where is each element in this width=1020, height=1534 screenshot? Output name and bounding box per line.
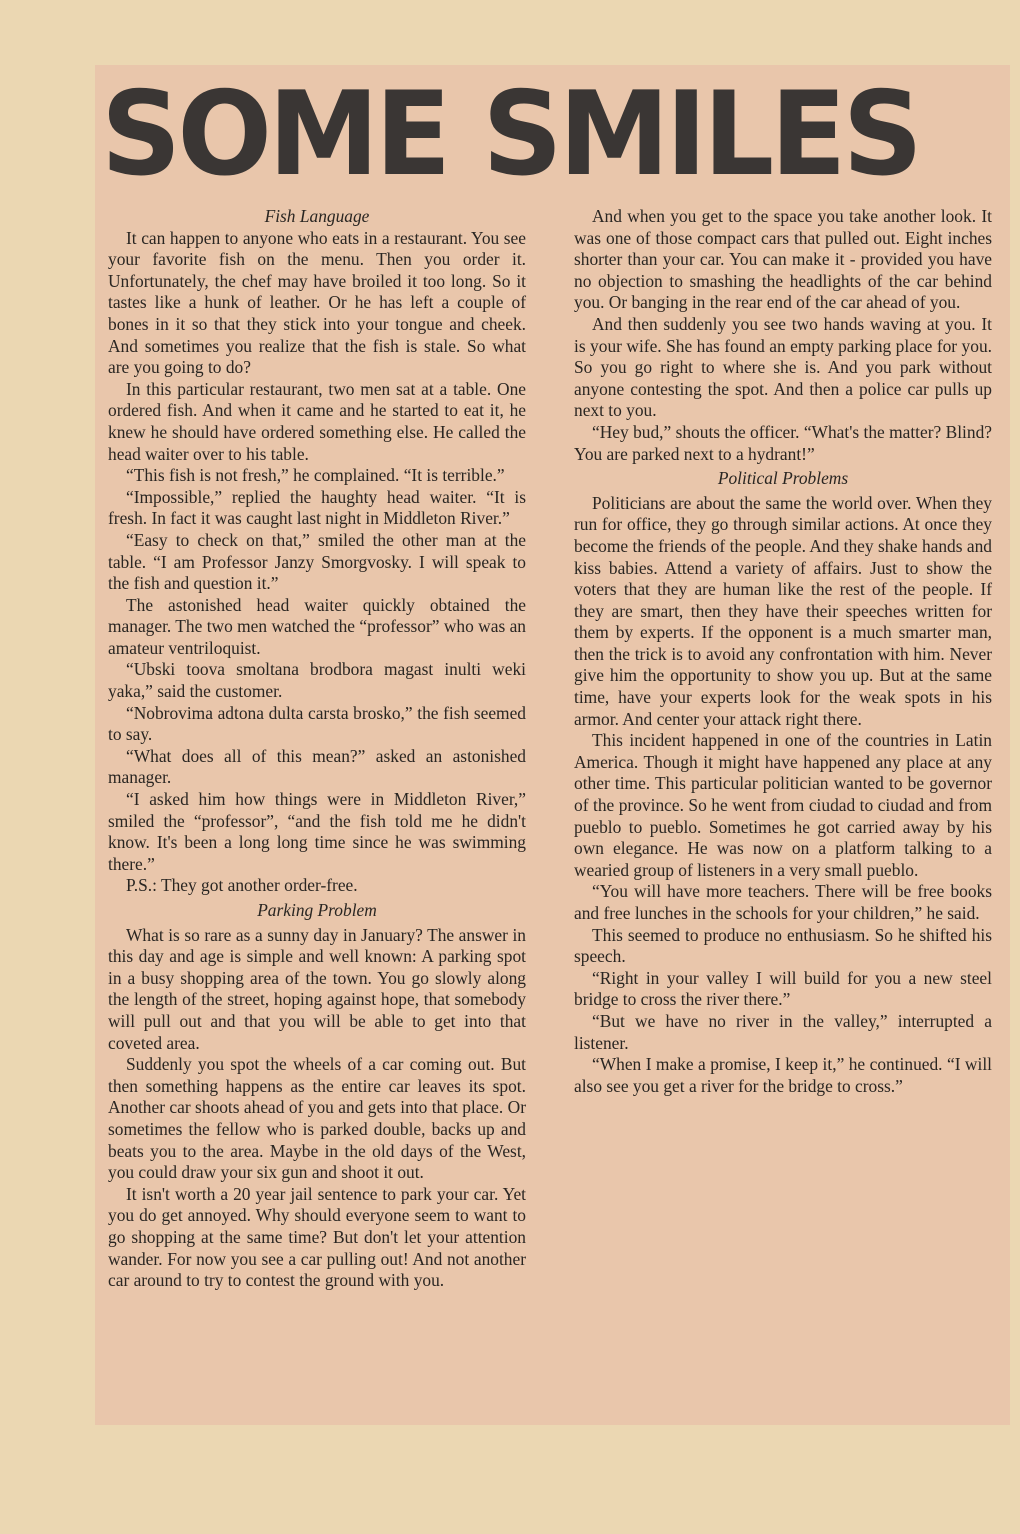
paragraph: “This fish is not fresh,” he complained. “It is terrible.” <box>126 465 505 486</box>
paragraph: “When I make a promise, I keep it,” he continued. “I will also see you get a river for the bridge to cross.” <box>574 1054 992 1096</box>
paragraph: P.S.: They got another order-free. <box>126 875 358 896</box>
paragraph: “Hey bud,” shouts the officer. “What's the matter? Blind? You are parked next to a hydrant!” <box>574 421 992 464</box>
paragraph: “Nobrovima adtona dulta carsta brosko,” the fish seemed to say. <box>108 702 526 745</box>
paragraph: “You will have more teachers. There will be free books and free lunches in the schools for your children,” he said. <box>574 881 992 923</box>
section-heading-fish-language: Fish Language <box>264 206 370 226</box>
paragraph: It isn't worth a 20 year jail sentence to park your car. Yet you do get annoyed. Why should everyone seem to want to go shopping at the same time? But don't let your attention wander. For now you see a car pulling out! And not another car around to try to contest the ground with you. <box>108 1183 526 1291</box>
paragraph: And then suddenly you see two hands waving at you. It is your wife. She has found an empty parking place for you. So you go right to where she is. And you park without anyone contesting the spot. And then a police car pulls up next to you. <box>574 313 992 421</box>
paragraph: “Easy to check on that,” smiled the other man at the table. “I am Professor Janzy Smorgvosky. I will speak to the fish and question it.” <box>108 529 526 594</box>
section-heading-parking-problem: Parking Problem <box>257 900 377 920</box>
paragraph: And when you get to the space you take another look. It was one of those compact cars that pulled out. Eight inches shorter than your car. You can make it - provided you have no objection to smashing the headlights of the car behind you. Or banging in the rear end of the car ahead of you. <box>574 206 992 313</box>
paragraph: In this particular restaurant, two men sat at a table. One ordered fish. And when it came and he started to eat it, he knew he should have ordered something else. He called the head waiter over to his table. <box>108 378 526 464</box>
section-heading-political-problems: Political Problems <box>717 468 849 489</box>
page-title: SOME SMILES <box>101 67 919 202</box>
paragraph: What is so rare as a sunny day in January? The answer in this day and age is simple and well known: A parking spot in a busy shopping area of the town. You go slowly along the length of the street, hoping against hope, that somebody will pull out and that you will be able to get into that coveted area. <box>108 924 526 1053</box>
paragraph: This incident happened in one of the countries in Latin America. Though it might have happened any place at any other time. This particular politician wanted to be governor of the province. So he went from ciudad to ciudad and from pueblo to pueblo. Sometimes he got carried away by his own elegance. He was now on a platform talking to a wearied group of listeners in a very small pueblo. <box>574 730 992 880</box>
paragraph: It can happen to anyone who eats in a restaurant. You see your favorite fish on the menu. Then you order it. Unfortunately, the chef may have broiled it too long. So it tastes like a hunk of leather. Or he has left a couple of bones in it so that they stick into your tongue and cheek. And sometimes you realize that the fish is stale. So what are you going to do? <box>108 227 526 378</box>
right-column <box>574 206 992 1097</box>
paragraph: “I asked him how things were in Middleton River,” smiled the “professor”, “and the fish told me he didn't know. It's been a long long time since he was swimming there.” <box>108 789 526 874</box>
paragraph: “What does all of this mean?” asked an astonished manager. <box>108 745 526 788</box>
paragraph: “Right in your valley I will build for you a new steel bridge to cross the river there.” <box>574 967 992 1010</box>
paragraph: This seemed to produce no enthusiasm. So he shifted his speech. <box>574 924 992 967</box>
paragraph: Politicians are about the same the world over. When they run for office, they go through similar actions. At once they become the friends of the people. And they shake hands and kiss babies. Attend a variety of affairs. Just to show the voters that they are human like the rest of the people. If they are smart, then they have their speeches written for them by experts. If the opponent is a much smarter man, then the trick is to avoid any confrontation with him. Never give him the opportunity to show you up. But at the same time, have your experts look for the weak spots in his armor. And center your attack right there. <box>574 492 992 729</box>
paragraph: The astonished head waiter quickly obtained the manager. The two men watched the “professor” who was an amateur ventriloquist. <box>108 594 526 658</box>
paragraph: Suddenly you spot the wheels of a car coming out. But then something happens as the entire car leaves its spot. Another car shoots ahead of you and gets into that place. Or sometimes the fellow who is parked double, backs up and beats you to the area. Maybe in the old days of the West, you could draw your six gun and shoot it out. <box>108 1054 526 1183</box>
left-column <box>108 206 526 1292</box>
paragraph: “Ubski toova smoltana brodbora magast inulti weki yaka,” said the customer. <box>108 659 526 702</box>
paragraph: “Impossible,” replied the haughty head waiter. “It is fresh. In fact it was caught last night in Middleton River.” <box>108 486 526 529</box>
paragraph: “But we have no river in the valley,” interrupted a listener. <box>574 1010 992 1053</box>
